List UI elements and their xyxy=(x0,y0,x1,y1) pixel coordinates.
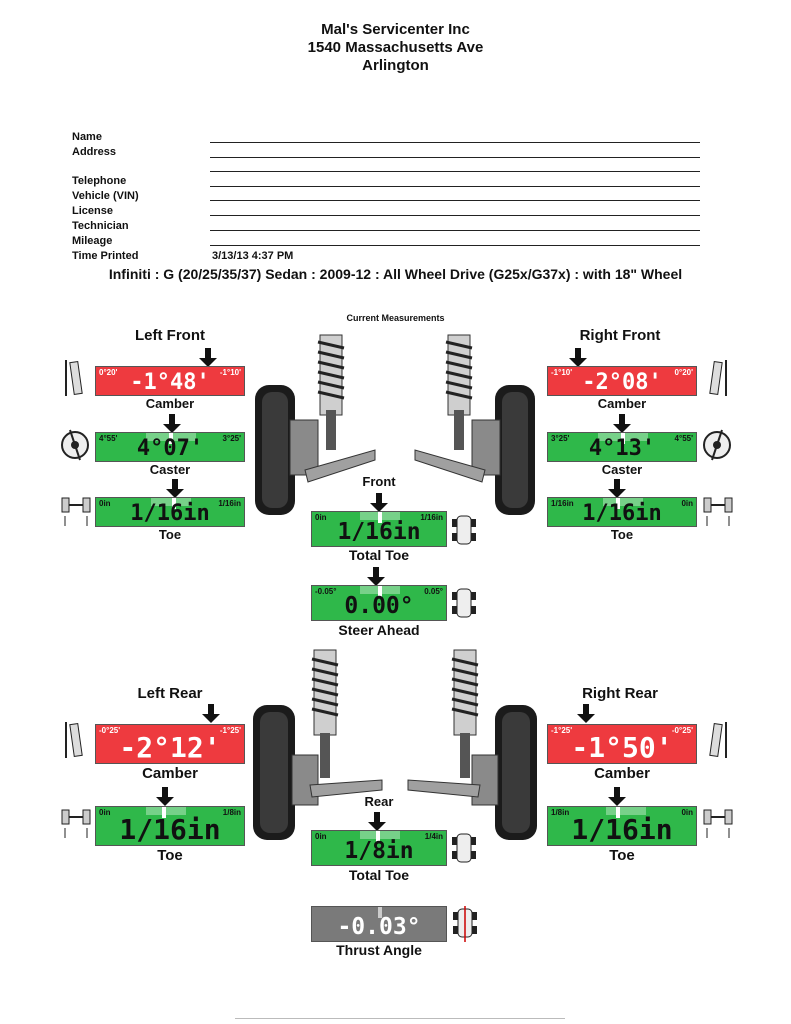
shop-address: 1540 Massachusetts Ave xyxy=(307,39,484,56)
range-min: -0.05° xyxy=(315,587,337,596)
range-max: 3°25' xyxy=(222,434,241,443)
rear-total-toe-label: Total Toe xyxy=(348,867,410,883)
range-min: -1°10' xyxy=(551,368,573,377)
right-front-caster-label: Caster xyxy=(601,462,643,477)
left-front-toe-gauge xyxy=(95,497,245,527)
left-rear-camber-label: Camber xyxy=(142,765,198,782)
left-front-camber-label: Camber xyxy=(145,396,195,411)
suspension-assembly-icon xyxy=(410,330,540,520)
range-min: -0°25' xyxy=(99,726,121,735)
strut-camber-icon xyxy=(704,358,730,398)
suspension-assembly-icon xyxy=(405,645,540,845)
range-min: 4°55' xyxy=(99,434,118,443)
time-printed-value: 3/13/13 4:37 PM xyxy=(212,250,294,262)
technician-label: Technician xyxy=(72,220,129,232)
car-steer-icon xyxy=(450,585,478,621)
front-label: Front xyxy=(362,474,396,489)
name-label: Name xyxy=(72,131,102,143)
right-rear-title: Right Rear xyxy=(582,685,658,702)
address-line xyxy=(210,157,700,158)
name-line xyxy=(210,142,700,143)
steer-ahead-value: 0.00° xyxy=(344,593,414,619)
suspension-assembly-icon xyxy=(250,645,385,845)
range-max: 1/4in xyxy=(424,832,443,841)
range-min: 0in xyxy=(315,513,327,522)
right-front-title: Right Front xyxy=(579,327,661,344)
right-front-toe-gauge xyxy=(547,497,697,527)
toe-value: 1/16in xyxy=(130,501,210,526)
range-min: 1/16in xyxy=(551,499,574,508)
wheel-caster-icon xyxy=(702,428,732,462)
caster-value: 4°13' xyxy=(588,436,656,461)
telephone-line xyxy=(210,186,700,187)
camber-value: -1°48' xyxy=(130,370,210,395)
shop-city: Arlington xyxy=(362,57,429,74)
left-rear-title: Left Rear xyxy=(137,685,203,702)
total-toe-value: 1/16in xyxy=(337,519,421,545)
left-front-caster-gauge xyxy=(95,432,245,462)
range-min: 0in xyxy=(315,832,327,841)
right-rear-camber-gauge xyxy=(547,724,697,764)
steer-ahead-label: Steer Ahead xyxy=(338,622,420,638)
front-total-toe-gauge xyxy=(311,511,447,547)
vin-label: Vehicle (VIN) xyxy=(72,190,139,202)
range-max: -1°25' xyxy=(219,726,241,735)
address-label: Address xyxy=(72,146,117,158)
vin-line xyxy=(210,200,700,201)
right-front-camber-label: Camber xyxy=(597,396,647,411)
rear-total-toe-gauge xyxy=(311,830,447,866)
strut-camber-icon xyxy=(62,720,88,760)
left-front-toe-label: Toe xyxy=(158,527,182,542)
toe-value: 1/16in xyxy=(119,813,221,846)
car-thrust-icon xyxy=(452,904,478,944)
right-rear-toe-label: Toe xyxy=(609,847,635,864)
range-min: 0in xyxy=(99,808,111,817)
range-min: 3°25' xyxy=(551,434,570,443)
wheel-caster-icon xyxy=(60,428,90,462)
camber-value: -1°50' xyxy=(571,731,673,764)
steer-ahead-gauge xyxy=(311,585,447,621)
address-line-2 xyxy=(210,171,700,172)
suspension-assembly-icon xyxy=(250,330,380,520)
strut-camber-icon xyxy=(62,358,88,398)
left-front-camber-gauge xyxy=(95,366,245,396)
current-measurements-title: Current Measurements xyxy=(346,313,445,323)
right-front-caster-gauge xyxy=(547,432,697,462)
car-total-toe-icon xyxy=(450,830,478,866)
right-front-toe-label: Toe xyxy=(610,527,634,542)
time-printed-label: Time Printed xyxy=(72,250,139,262)
range-min: -1°25' xyxy=(551,726,573,735)
thrust-angle-value: -0.03° xyxy=(337,914,421,940)
range-max: 0in xyxy=(681,808,693,817)
range-max: 1/16in xyxy=(218,499,241,508)
shop-name: Mal's Servicenter Inc xyxy=(321,21,470,38)
left-front-caster-label: Caster xyxy=(149,462,191,477)
mileage-label: Mileage xyxy=(72,235,113,247)
total-toe-value: 1/8in xyxy=(344,838,414,864)
axle-toe-icon xyxy=(60,494,92,528)
right-rear-toe-gauge xyxy=(547,806,697,846)
range-max: 1/8in xyxy=(222,808,241,817)
axle-toe-icon xyxy=(60,806,92,840)
axle-toe-icon xyxy=(702,494,734,528)
vehicle-description: Infiniti : G (20/25/35/37) Sedan : 2009-12 : All Wheel Drive (G25x/G37x) : with 18" Wheel xyxy=(108,266,683,282)
toe-value: 1/16in xyxy=(582,501,662,526)
range-max: -0°25' xyxy=(671,726,693,735)
camber-value: -2°12' xyxy=(119,731,221,764)
left-front-title: Left Front xyxy=(135,327,205,344)
range-min: 0in xyxy=(99,499,111,508)
right-front-camber-gauge xyxy=(547,366,697,396)
range-min: 0°20' xyxy=(99,368,118,377)
range-max: -1°10' xyxy=(219,368,241,377)
range-max: 0.05° xyxy=(424,587,443,596)
left-rear-camber-gauge xyxy=(95,724,245,764)
camber-value: -2°08' xyxy=(582,370,662,395)
front-total-toe-label: Total Toe xyxy=(348,547,410,563)
license-line xyxy=(210,215,700,216)
range-max: 1/16in xyxy=(420,513,443,522)
range-min: 1/8in xyxy=(551,808,570,817)
strut-camber-icon xyxy=(704,720,730,760)
thrust-angle-gauge xyxy=(311,906,447,942)
range-max: 0°20' xyxy=(674,368,693,377)
right-rear-camber-label: Camber xyxy=(594,765,650,782)
thrust-angle-label: Thrust Angle xyxy=(336,942,422,958)
toe-value: 1/16in xyxy=(571,813,673,846)
license-label: License xyxy=(72,205,113,217)
mileage-line xyxy=(210,245,700,246)
range-max: 0in xyxy=(681,499,693,508)
telephone-label: Telephone xyxy=(72,175,127,187)
bottom-rule xyxy=(235,1018,565,1019)
range-max: 4°55' xyxy=(674,434,693,443)
left-rear-toe-gauge xyxy=(95,806,245,846)
rear-label: Rear xyxy=(364,794,394,809)
caster-value: 4°07' xyxy=(136,436,204,461)
car-total-toe-icon xyxy=(450,513,478,547)
axle-toe-icon xyxy=(702,806,734,840)
left-rear-toe-label: Toe xyxy=(157,847,183,864)
technician-line xyxy=(210,230,700,231)
